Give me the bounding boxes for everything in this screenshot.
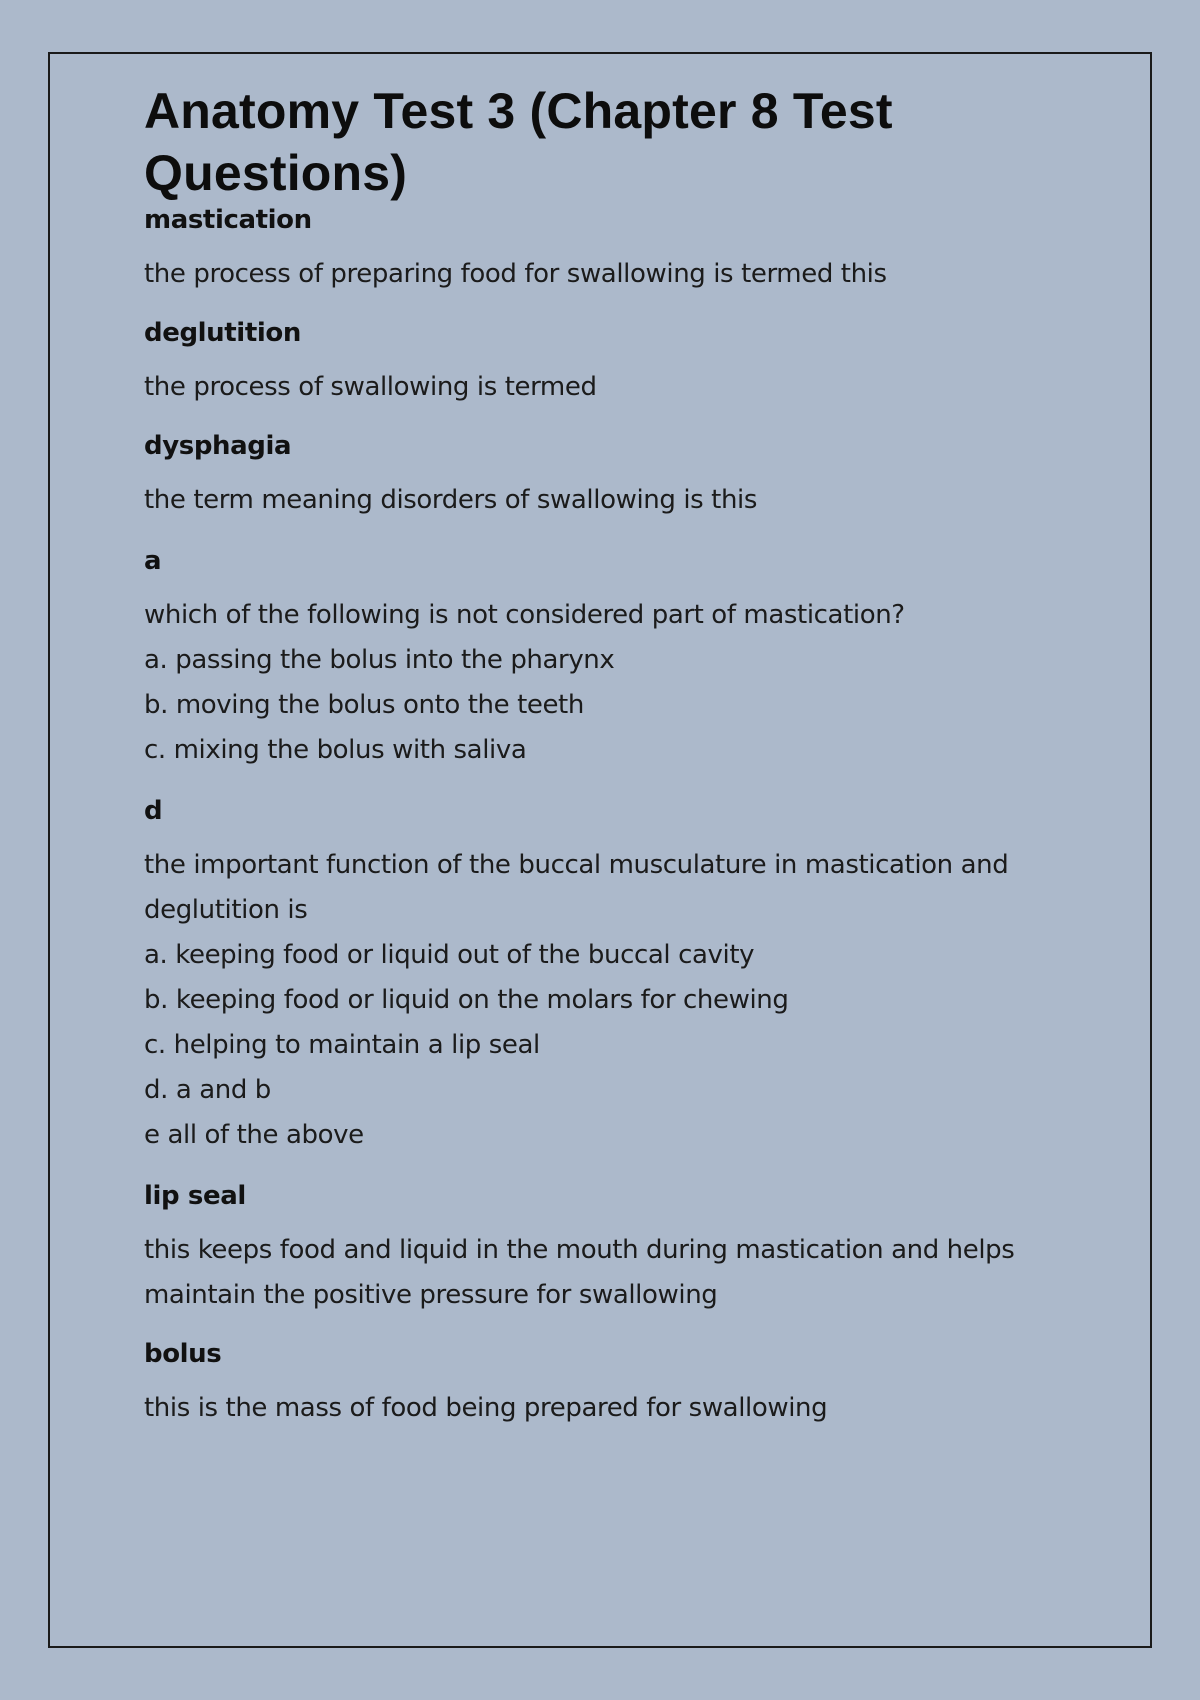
flashcard-term: bolus xyxy=(144,1339,222,1369)
flashcard-definition xyxy=(144,843,1084,1158)
flashcard-entry xyxy=(144,1336,1084,1431)
flashcard-term: mastication xyxy=(144,205,312,235)
flashcard-list xyxy=(144,202,1084,1431)
definition-line: this is the mass of food being prepared for swallowing xyxy=(144,1393,828,1423)
definition-line: the process of preparing food for swallowing is termed this xyxy=(144,259,887,289)
flashcard-definition xyxy=(144,365,1084,410)
flashcard-entry xyxy=(144,428,1084,523)
flashcard-definition xyxy=(144,1228,1084,1318)
definition-line: the term meaning disorders of swallowing is this xyxy=(144,485,758,515)
definition-line: e all of the above xyxy=(144,1120,364,1150)
flashcard-term: deglutition xyxy=(144,318,301,348)
flashcard-entry xyxy=(144,202,1084,297)
document-page xyxy=(48,52,1152,1648)
definition-line: which of the following is not considered part of mastication? xyxy=(144,600,905,630)
flashcard-term: d xyxy=(144,796,163,826)
definition-line: c. mixing the bolus with saliva xyxy=(144,735,527,765)
definition-line: maintain the positive pressure for swallowing xyxy=(144,1280,718,1310)
flashcard-definition xyxy=(144,478,1084,523)
flashcard-definition xyxy=(144,252,1084,297)
definition-line: a. passing the bolus into the pharynx xyxy=(144,645,615,675)
definition-line: the important function of the buccal musculature in mastication and xyxy=(144,850,1009,880)
definition-line: c. helping to maintain a lip seal xyxy=(144,1030,540,1060)
definition-line: this keeps food and liquid in the mouth during mastication and helps xyxy=(144,1235,1015,1265)
flashcard-term: dysphagia xyxy=(144,431,292,461)
document-title: Anatomy Test 3 (Chapter 8 Test Questions) xyxy=(144,83,893,201)
flashcard-definition xyxy=(144,1386,1084,1431)
definition-line: deglutition is xyxy=(144,895,308,925)
flashcard-definition xyxy=(144,593,1084,773)
definition-line: d. a and b xyxy=(144,1075,271,1105)
definition-line: b. moving the bolus onto the teeth xyxy=(144,690,584,720)
flashcard-term: a xyxy=(144,546,162,576)
flashcard-entry xyxy=(144,543,1084,773)
flashcard-entry xyxy=(144,315,1084,410)
definition-line: a. keeping food or liquid out of the buccal cavity xyxy=(144,940,755,970)
definition-line: the process of swallowing is termed xyxy=(144,372,597,402)
document-content xyxy=(144,80,1084,1431)
flashcard-entry xyxy=(144,1178,1084,1318)
definition-line: b. keeping food or liquid on the molars for chewing xyxy=(144,985,789,1015)
flashcard-entry xyxy=(144,793,1084,1158)
flashcard-term: lip seal xyxy=(144,1181,246,1211)
